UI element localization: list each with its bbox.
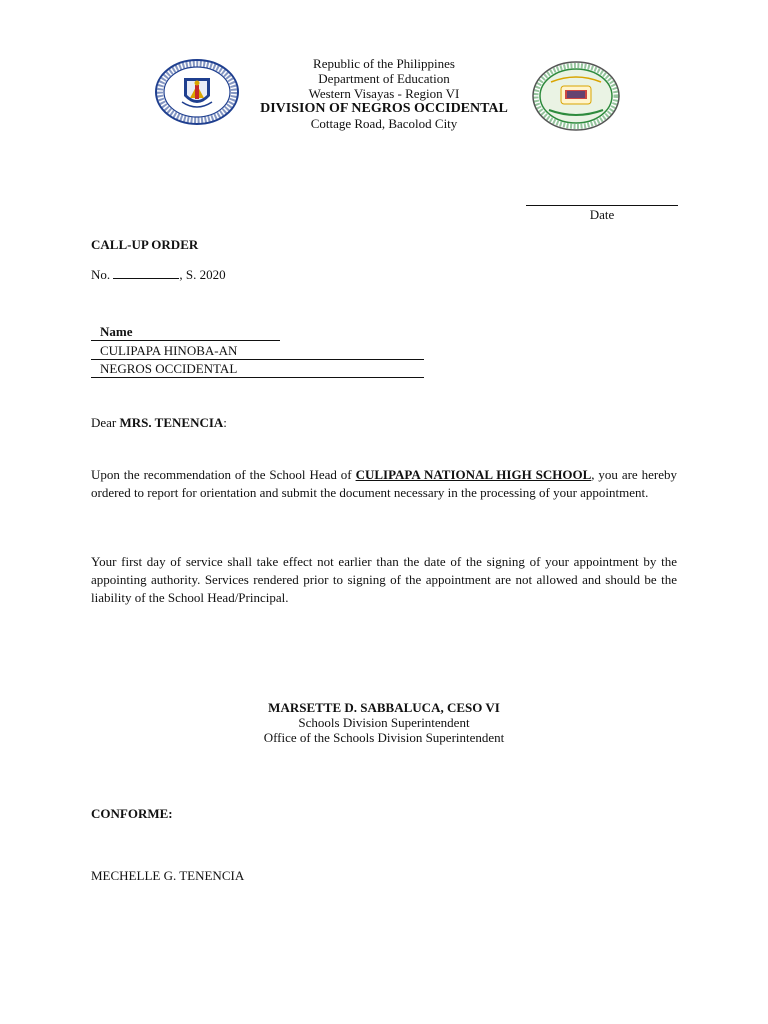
salutation-prefix: Dear <box>91 415 117 430</box>
salutation <box>91 415 227 431</box>
p1-intro: Upon the recommendation of the School Head of <box>91 467 352 482</box>
body-paragraph-1 <box>91 466 677 502</box>
order-title: CALL-UP ORDER <box>91 237 199 252</box>
letterhead-address: Cottage Road, Bacolod City <box>310 116 458 131</box>
salutation-name: MRS. TENENCIA <box>119 415 224 430</box>
signatory-block <box>0 700 768 745</box>
letterhead-region: Western Visayas - Region VI <box>308 86 460 101</box>
order-number-blank <box>113 267 179 279</box>
signatory-name: MARSETTE D. SABBALUCA, CESO VI <box>268 700 500 715</box>
p1-school-name: CULIPAPA NATIONAL HIGH SCHOOL <box>355 467 592 482</box>
letterhead-republic: Republic of the Philippines <box>313 56 455 71</box>
letterhead-division: DIVISION OF NEGROS OCCIDENTAL <box>260 101 508 116</box>
order-number <box>91 267 226 283</box>
signatory-position: Schools Division Superintendent <box>298 715 470 730</box>
letterhead-department: Department of Education <box>318 71 450 86</box>
addressee-school: CULIPAPA HINOBA-AN <box>91 343 424 360</box>
addressee-name-label: Name <box>91 324 280 341</box>
order-number-suffix: , S. 2020 <box>179 267 226 282</box>
addressee-province: NEGROS OCCIDENTAL <box>91 361 424 378</box>
order-number-prefix: No. <box>91 267 111 282</box>
conforme-label: CONFORME: <box>91 806 173 821</box>
salutation-colon: : <box>223 415 227 430</box>
signatory-office: Office of the Schools Division Superintendent <box>263 730 505 745</box>
conforme-name: MECHELLE G. TENENCIA <box>91 868 245 883</box>
body-paragraph-2: Your first day of service shall take effect not earlier than the date of the signing of your appointment by the appointing authority. Services rendered prior to signing of the appointment are not allowed and should be the liability of the School Head/Principal. <box>91 554 677 605</box>
letterhead <box>0 56 768 131</box>
date-line <box>526 205 678 206</box>
p1-rest: , you are hereby ordered to report for orientation and submit the document necessary in the processing of your appointment. <box>91 467 677 500</box>
date-label: Date <box>589 207 615 222</box>
